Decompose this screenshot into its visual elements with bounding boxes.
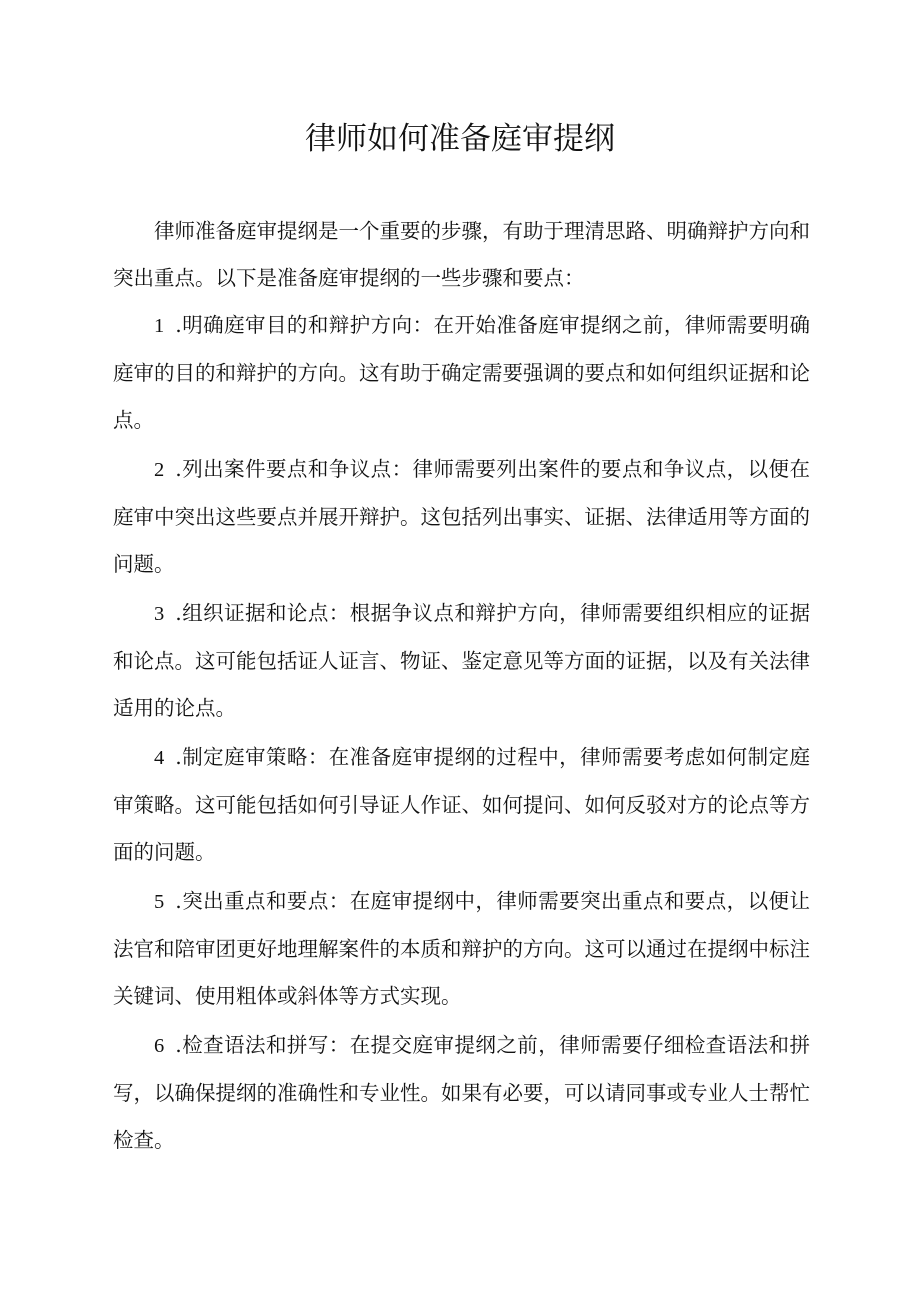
list-item-text: .突出重点和要点：在庭审提纲中，律师需要突出重点和要点，以便让法官和陪审团更好地理解案件的本质和辩护的方向。这可以通过在提纲中标注关键词、使用粗体或斜体等方式实现。: [113, 889, 810, 1008]
document-title: 律师如何准备庭审提纲: [305, 121, 615, 157]
list-item: [113, 1022, 810, 1164]
list-item-number: 6: [154, 1035, 165, 1057]
list-item-number: 5: [154, 891, 165, 913]
list-item-text: .组织证据和论点：根据争议点和辩护方向，律师需要组织相应的证据和论点。这可能包括证人证言、物证、鉴定意见等方面的证据，以及有关法律适用的论点。: [113, 601, 810, 720]
list-item-text: .明确庭审目的和辩护方向：在开始准备庭审提纲之前，律师需要明确庭审的目的和辩护的方向。这有助于确定需要强调的要点和如何组织证据和论点。: [113, 313, 810, 432]
document-body: [113, 208, 810, 1166]
list-item-number: 4: [154, 747, 165, 769]
list-item: [113, 302, 810, 444]
list-item-number: 3: [154, 603, 165, 625]
list-item-text: .制定庭审策略：在准备庭审提纲的过程中，律师需要考虑如何制定庭审策略。这可能包括如何引导证人作证、如何提问、如何反驳对方的论点等方面的问题。: [113, 745, 810, 864]
list-item-text: .检查语法和拼写：在提交庭审提纲之前，律师需要仔细检查语法和拼写，以确保提纲的准确性和专业性。如果有必要，可以请同事或专业人士帮忙检查。: [113, 1033, 810, 1152]
list-item-number: 2: [154, 459, 165, 481]
list-item-text: .列出案件要点和争议点：律师需要列出案件的要点和争议点，以便在庭审中突出这些要点并展开辩护。这包括列出事实、证据、法律适用等方面的问题。: [113, 457, 810, 576]
list-item-number: 1: [154, 315, 165, 337]
list-item: [113, 878, 810, 1020]
list-item: [113, 590, 810, 732]
intro-paragraph: 律师准备庭审提纲是一个重要的步骤，有助于理清思路、明确辩护方向和突出重点。以下是准备庭审提纲的一些步骤和要点：: [113, 219, 810, 290]
list-item: [113, 446, 810, 588]
list-item: [113, 734, 810, 876]
